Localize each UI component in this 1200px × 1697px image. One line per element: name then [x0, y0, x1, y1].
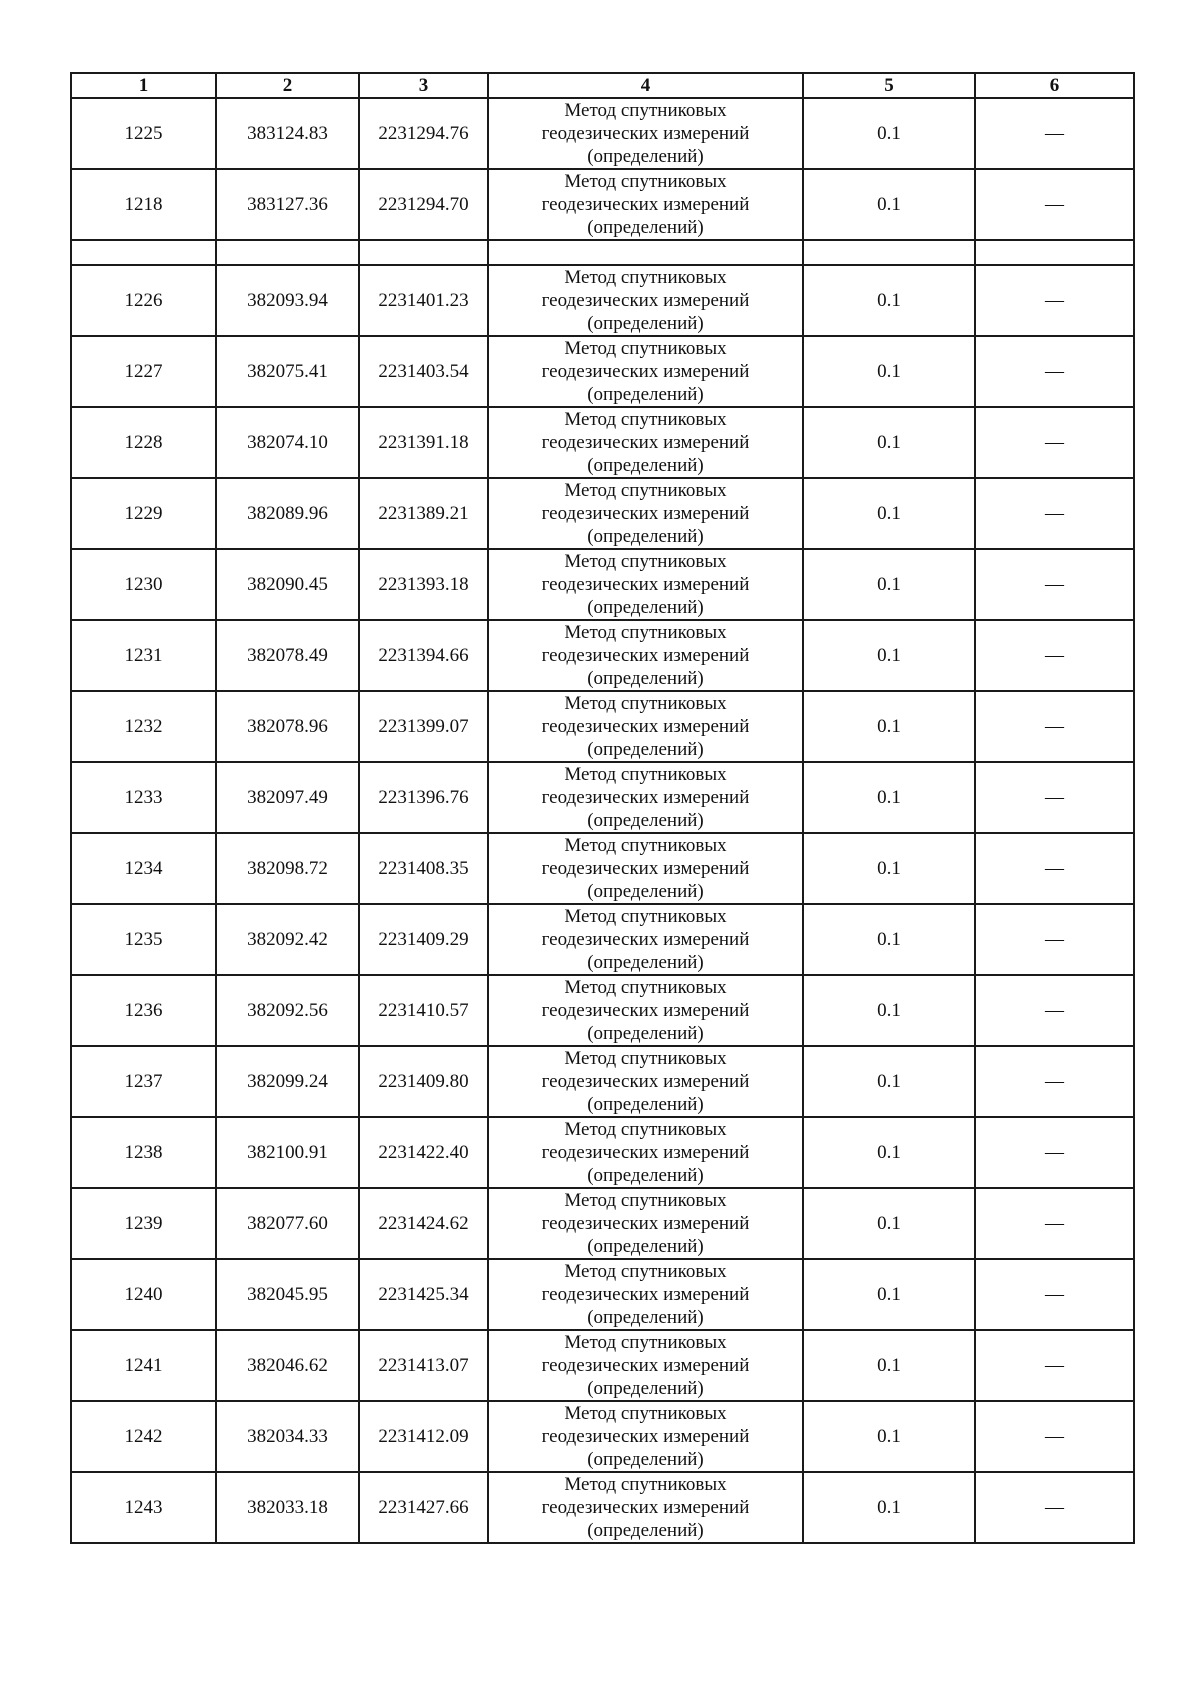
note-cell: — [975, 762, 1134, 833]
method-line: (определений) [587, 1023, 704, 1044]
table-row [71, 169, 1134, 240]
note-cell: — [975, 1259, 1134, 1330]
method-line: Метод спутниковых [564, 551, 727, 572]
point-number-cell: 1231 [71, 620, 216, 691]
x-coordinate-cell: 382092.42 [216, 904, 359, 975]
note-cell: — [975, 1117, 1134, 1188]
point-number-cell: 1242 [71, 1401, 216, 1472]
point-number-cell: 1218 [71, 169, 216, 240]
method-cell [488, 833, 803, 904]
x-coordinate-cell [216, 240, 359, 265]
accuracy-cell: 0.1 [803, 975, 975, 1046]
y-coordinate-cell: 2231412.09 [359, 1401, 488, 1472]
note-cell: — [975, 620, 1134, 691]
point-number-cell: 1225 [71, 98, 216, 169]
note-cell: — [975, 1401, 1134, 1472]
method-cell [488, 336, 803, 407]
method-cell [488, 1259, 803, 1330]
accuracy-cell: 0.1 [803, 169, 975, 240]
y-coordinate-cell: 2231389.21 [359, 478, 488, 549]
method-line: геодезических измерений [541, 645, 750, 666]
accuracy-cell: 0.1 [803, 265, 975, 336]
note-cell: — [975, 1188, 1134, 1259]
table-row [71, 549, 1134, 620]
y-coordinate-cell: 2231393.18 [359, 549, 488, 620]
method-line: Метод спутниковых [564, 1048, 727, 1069]
x-coordinate-cell: 382046.62 [216, 1330, 359, 1401]
accuracy-cell: 0.1 [803, 833, 975, 904]
y-coordinate-cell: 2231424.62 [359, 1188, 488, 1259]
method-line: геодезических измерений [541, 123, 750, 144]
point-number-cell: 1240 [71, 1259, 216, 1330]
x-coordinate-cell: 382093.94 [216, 265, 359, 336]
method-line: (определений) [587, 1520, 704, 1541]
y-coordinate-cell: 2231401.23 [359, 265, 488, 336]
method-line: (определений) [587, 1307, 704, 1328]
coordinates-table [70, 72, 1135, 1544]
x-coordinate-cell: 382100.91 [216, 1117, 359, 1188]
method-line: (определений) [587, 217, 704, 238]
header-col-6: 6 [975, 73, 1134, 98]
point-number-cell: 1227 [71, 336, 216, 407]
x-coordinate-cell: 382075.41 [216, 336, 359, 407]
table-row [71, 1188, 1134, 1259]
method-cell [488, 478, 803, 549]
point-number-cell: 1239 [71, 1188, 216, 1259]
y-coordinate-cell: 2231413.07 [359, 1330, 488, 1401]
method-line: Метод спутниковых [564, 1474, 727, 1495]
method-cell [488, 98, 803, 169]
x-coordinate-cell: 383124.83 [216, 98, 359, 169]
method-cell [488, 975, 803, 1046]
method-line: геодезических измерений [541, 1071, 750, 1092]
point-number-cell: 1243 [71, 1472, 216, 1543]
method-line: Метод спутниковых [564, 622, 727, 643]
table-row [71, 691, 1134, 762]
y-coordinate-cell: 2231410.57 [359, 975, 488, 1046]
accuracy-cell: 0.1 [803, 1401, 975, 1472]
table-row [71, 1046, 1134, 1117]
x-coordinate-cell: 382078.49 [216, 620, 359, 691]
x-coordinate-cell: 382090.45 [216, 549, 359, 620]
method-cell [488, 265, 803, 336]
accuracy-cell: 0.1 [803, 1472, 975, 1543]
note-cell: — [975, 265, 1134, 336]
accuracy-cell: 0.1 [803, 1117, 975, 1188]
note-cell: — [975, 1046, 1134, 1117]
method-line: геодезических измерений [541, 1497, 750, 1518]
method-line: геодезических измерений [541, 574, 750, 595]
table-row [71, 265, 1134, 336]
table-row [71, 336, 1134, 407]
point-number-cell: 1237 [71, 1046, 216, 1117]
x-coordinate-cell: 383127.36 [216, 169, 359, 240]
header-col-5: 5 [803, 73, 975, 98]
method-cell [488, 1046, 803, 1117]
x-coordinate-cell: 382045.95 [216, 1259, 359, 1330]
x-coordinate-cell: 382078.96 [216, 691, 359, 762]
method-line: геодезических измерений [541, 290, 750, 311]
point-number-cell: 1232 [71, 691, 216, 762]
table-row [71, 1401, 1134, 1472]
y-coordinate-cell: 2231422.40 [359, 1117, 488, 1188]
method-line: Метод спутниковых [564, 906, 727, 927]
point-number-cell: 1233 [71, 762, 216, 833]
y-coordinate-cell: 2231396.76 [359, 762, 488, 833]
x-coordinate-cell: 382097.49 [216, 762, 359, 833]
point-number-cell: 1236 [71, 975, 216, 1046]
method-line: геодезических измерений [541, 1355, 750, 1376]
method-line: Метод спутниковых [564, 1190, 727, 1211]
table-row [71, 762, 1134, 833]
method-cell [488, 240, 803, 265]
accuracy-cell: 0.1 [803, 336, 975, 407]
method-line: (определений) [587, 881, 704, 902]
method-line: (определений) [587, 1094, 704, 1115]
header-col-3: 3 [359, 73, 488, 98]
method-line: (определений) [587, 526, 704, 547]
note-cell: — [975, 975, 1134, 1046]
point-number-cell: 1235 [71, 904, 216, 975]
method-line: геодезических измерений [541, 503, 750, 524]
x-coordinate-cell: 382077.60 [216, 1188, 359, 1259]
method-line: Метод спутниковых [564, 171, 727, 192]
method-cell [488, 1330, 803, 1401]
method-line: (определений) [587, 739, 704, 760]
y-coordinate-cell: 2231294.76 [359, 98, 488, 169]
accuracy-cell: 0.1 [803, 1188, 975, 1259]
method-line: Метод спутниковых [564, 480, 727, 501]
point-number-cell: 1241 [71, 1330, 216, 1401]
method-line: (определений) [587, 810, 704, 831]
note-cell: — [975, 833, 1134, 904]
note-cell: — [975, 478, 1134, 549]
accuracy-cell: 0.1 [803, 1330, 975, 1401]
y-coordinate-cell: 2231409.29 [359, 904, 488, 975]
method-line: (определений) [587, 146, 704, 167]
table-row [71, 1330, 1134, 1401]
accuracy-cell: 0.1 [803, 762, 975, 833]
method-cell [488, 904, 803, 975]
table-row [71, 620, 1134, 691]
y-coordinate-cell [359, 240, 488, 265]
table-row [71, 240, 1134, 265]
table-row [71, 975, 1134, 1046]
table-row [71, 98, 1134, 169]
x-coordinate-cell: 382098.72 [216, 833, 359, 904]
method-line: Метод спутниковых [564, 409, 727, 430]
y-coordinate-cell: 2231409.80 [359, 1046, 488, 1117]
y-coordinate-cell: 2231399.07 [359, 691, 488, 762]
note-cell: — [975, 407, 1134, 478]
method-line: геодезических измерений [541, 432, 750, 453]
method-line: Метод спутниковых [564, 100, 727, 121]
method-cell [488, 1472, 803, 1543]
method-line: (определений) [587, 1449, 704, 1470]
x-coordinate-cell: 382099.24 [216, 1046, 359, 1117]
x-coordinate-cell: 382034.33 [216, 1401, 359, 1472]
table-row [71, 904, 1134, 975]
y-coordinate-cell: 2231425.34 [359, 1259, 488, 1330]
method-line: геодезических измерений [541, 929, 750, 950]
point-number-cell: 1234 [71, 833, 216, 904]
table-row [71, 478, 1134, 549]
method-line: Метод спутниковых [564, 1332, 727, 1353]
method-cell [488, 1401, 803, 1472]
method-line: геодезических измерений [541, 1426, 750, 1447]
method-line: геодезических измерений [541, 1000, 750, 1021]
note-cell: — [975, 336, 1134, 407]
method-line: (определений) [587, 952, 704, 973]
y-coordinate-cell: 2231294.70 [359, 169, 488, 240]
method-cell [488, 407, 803, 478]
table-header-row [71, 73, 1134, 98]
method-line: геодезических измерений [541, 1284, 750, 1305]
y-coordinate-cell: 2231403.54 [359, 336, 488, 407]
method-line: Метод спутниковых [564, 977, 727, 998]
method-line: (определений) [587, 455, 704, 476]
y-coordinate-cell: 2231391.18 [359, 407, 488, 478]
method-cell [488, 1188, 803, 1259]
method-cell [488, 691, 803, 762]
note-cell: — [975, 1472, 1134, 1543]
point-number-cell: 1229 [71, 478, 216, 549]
x-coordinate-cell: 382089.96 [216, 478, 359, 549]
method-line: Метод спутниковых [564, 1119, 727, 1140]
method-line: Метод спутниковых [564, 693, 727, 714]
point-number-cell: 1238 [71, 1117, 216, 1188]
method-line: геодезических измерений [541, 787, 750, 808]
table-row [71, 1117, 1134, 1188]
note-cell [975, 240, 1134, 265]
method-line: геодезических измерений [541, 716, 750, 737]
method-line: Метод спутниковых [564, 764, 727, 785]
method-line: Метод спутниковых [564, 1261, 727, 1282]
header-col-4: 4 [488, 73, 803, 98]
accuracy-cell: 0.1 [803, 478, 975, 549]
accuracy-cell: 0.1 [803, 1046, 975, 1117]
method-line: (определений) [587, 313, 704, 334]
table-row [71, 407, 1134, 478]
point-number-cell [71, 240, 216, 265]
method-cell [488, 169, 803, 240]
method-line: (определений) [587, 597, 704, 618]
method-line: (определений) [587, 1236, 704, 1257]
header-col-1: 1 [71, 73, 216, 98]
accuracy-cell: 0.1 [803, 904, 975, 975]
x-coordinate-cell: 382033.18 [216, 1472, 359, 1543]
method-cell [488, 762, 803, 833]
method-line: Метод спутниковых [564, 1403, 727, 1424]
method-line: геодезических измерений [541, 361, 750, 382]
method-line: геодезических измерений [541, 194, 750, 215]
accuracy-cell: 0.1 [803, 407, 975, 478]
table-row [71, 1259, 1134, 1330]
method-cell [488, 620, 803, 691]
method-line: (определений) [587, 1165, 704, 1186]
method-line: геодезических измерений [541, 1142, 750, 1163]
note-cell: — [975, 904, 1134, 975]
method-line: (определений) [587, 1378, 704, 1399]
accuracy-cell: 0.1 [803, 620, 975, 691]
note-cell: — [975, 98, 1134, 169]
accuracy-cell: 0.1 [803, 549, 975, 620]
header-col-2: 2 [216, 73, 359, 98]
note-cell: — [975, 169, 1134, 240]
y-coordinate-cell: 2231427.66 [359, 1472, 488, 1543]
note-cell: — [975, 691, 1134, 762]
table-row [71, 833, 1134, 904]
y-coordinate-cell: 2231408.35 [359, 833, 488, 904]
method-line: геодезических измерений [541, 858, 750, 879]
method-cell [488, 549, 803, 620]
x-coordinate-cell: 382092.56 [216, 975, 359, 1046]
x-coordinate-cell: 382074.10 [216, 407, 359, 478]
method-line: геодезических измерений [541, 1213, 750, 1234]
method-line: (определений) [587, 668, 704, 689]
point-number-cell: 1226 [71, 265, 216, 336]
y-coordinate-cell: 2231394.66 [359, 620, 488, 691]
method-line: Метод спутниковых [564, 835, 727, 856]
note-cell: — [975, 1330, 1134, 1401]
method-line: Метод спутниковых [564, 338, 727, 359]
accuracy-cell [803, 240, 975, 265]
method-line: Метод спутниковых [564, 267, 727, 288]
method-cell [488, 1117, 803, 1188]
point-number-cell: 1228 [71, 407, 216, 478]
note-cell: — [975, 549, 1134, 620]
table-row [71, 1472, 1134, 1543]
point-number-cell: 1230 [71, 549, 216, 620]
accuracy-cell: 0.1 [803, 1259, 975, 1330]
table-body [71, 98, 1134, 1543]
method-line: (определений) [587, 384, 704, 405]
accuracy-cell: 0.1 [803, 98, 975, 169]
accuracy-cell: 0.1 [803, 691, 975, 762]
